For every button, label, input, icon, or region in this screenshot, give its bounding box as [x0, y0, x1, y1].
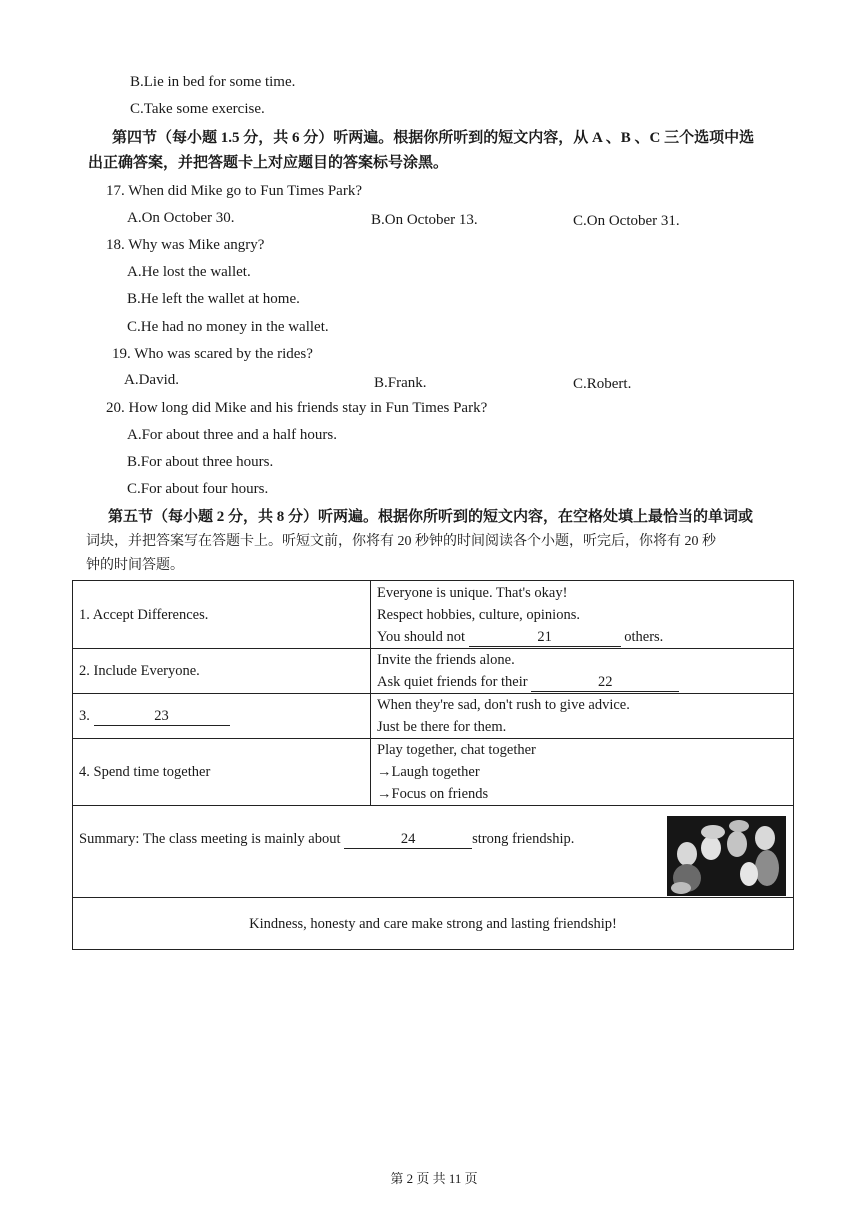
row2-line1: Invite the friends alone.	[377, 652, 515, 668]
row4-left-cell	[73, 739, 371, 806]
q17-option-a: A.On October 30.	[127, 210, 235, 226]
row2-line2-prefix: Ask quiet friends for their	[377, 674, 528, 690]
friends-photo-image	[667, 816, 786, 896]
row2-left-cell	[73, 649, 371, 694]
q17-stem: 17. When did Mike go to Fun Times Park?	[106, 183, 362, 199]
row2-heading: 2. Include Everyone.	[79, 663, 200, 679]
row1-line3-prefix: You should not	[377, 628, 465, 645]
row4-line1: Play together, chat together	[377, 742, 536, 758]
row1-heading: 1. Accept Differences.	[79, 606, 209, 623]
row3-right-cell	[371, 694, 794, 739]
q16-option-c: C.Take some exercise.	[130, 101, 265, 117]
q20-option-c: C.For about four hours.	[127, 481, 269, 497]
blank-23[interactable]: 23	[94, 707, 230, 726]
q19-option-b: B.Frank.	[374, 375, 427, 391]
page-number: 第 2 页 共 11 页	[390, 1171, 478, 1186]
row1-line2: Respect hobbies, culture, opinions.	[377, 606, 580, 623]
table-row	[73, 581, 794, 649]
motto-cell	[73, 898, 794, 950]
row1-line3-suffix: others.	[624, 628, 664, 645]
row4-right-cell	[371, 739, 794, 806]
q18-option-a: A.He lost the wallet.	[127, 264, 251, 280]
q16-option-b: B.Lie in bed for some time.	[130, 74, 296, 90]
friends-photo	[667, 816, 786, 896]
table-row	[73, 694, 794, 739]
section4-instruction-line1: 第四节（每小题 1.5 分，共 6 分）听两遍。根据你所听到的短文内容，从 A 、B 、C 三个选项中选	[112, 130, 755, 146]
summary-prefix: Summary: The class meeting is mainly about	[79, 831, 341, 847]
table-row	[73, 898, 794, 950]
q20-option-a: A.For about three and a half hours.	[127, 427, 337, 443]
q19-option-a: A.David.	[124, 372, 179, 388]
q17-option-c: C.On October 31.	[573, 213, 680, 229]
row4-heading: 4. Spend time together	[79, 764, 211, 780]
q18-stem: 18. Why was Mike angry?	[106, 237, 265, 253]
row3-line1: When they're sad, don't rush to give advice.	[377, 697, 630, 713]
q18-option-b: B.He left the wallet at home.	[127, 291, 300, 307]
row3-line2: Just be there for them.	[377, 719, 507, 735]
blank-22[interactable]: 22	[531, 673, 679, 692]
section5-instruction-line3: 钟的时间答题。	[86, 558, 184, 573]
q20-stem: 20. How long did Mike and his friends stay in Fun Times Park?	[106, 400, 488, 416]
row2-line2	[377, 671, 787, 693]
q20-option-b: B.For about three hours.	[127, 454, 274, 470]
q19-stem: 19. Who was scared by the rides?	[112, 346, 313, 362]
q17-option-b: B.On October 13.	[371, 212, 478, 228]
row3-left-cell	[73, 694, 371, 739]
blank-24[interactable]: 24	[344, 830, 472, 849]
row1-right-cell	[371, 581, 794, 649]
row4-line3: →Focus on friends	[377, 786, 489, 802]
row4-line2: →Laugh together	[377, 764, 480, 780]
row1-line3	[377, 626, 787, 648]
row1-line1: Everyone is unique. That's okay!	[377, 584, 568, 601]
motto-text: Kindness, honesty and care make strong and lasting friendship!	[249, 915, 617, 932]
row2-right-cell	[371, 649, 794, 694]
section5-instruction-line1: 第五节（每小题 2 分，共 8 分）听两遍。根据你所听到的短文内容，在空格处填上最恰当的单词或	[108, 509, 754, 525]
row3-number: 3.	[79, 708, 90, 724]
blank-21[interactable]: 21	[469, 628, 621, 647]
table-row	[73, 739, 794, 806]
table-row	[73, 649, 794, 694]
section4-instruction-line2: 出正确答案，并把答题卡上对应题目的答案标号涂黑。	[88, 155, 449, 171]
q19-option-c: C.Robert.	[573, 376, 632, 392]
summary-suffix: strong friendship.	[472, 831, 575, 847]
q18-option-c: C.He had no money in the wallet.	[127, 319, 329, 335]
row1-left-cell	[73, 581, 371, 649]
section5-instruction-line2: 词块，并把答案写在答题卡上。听短文前，你将有 20 秒钟的时间阅读各个小题，听完后，你将有 20 秒	[86, 534, 716, 549]
